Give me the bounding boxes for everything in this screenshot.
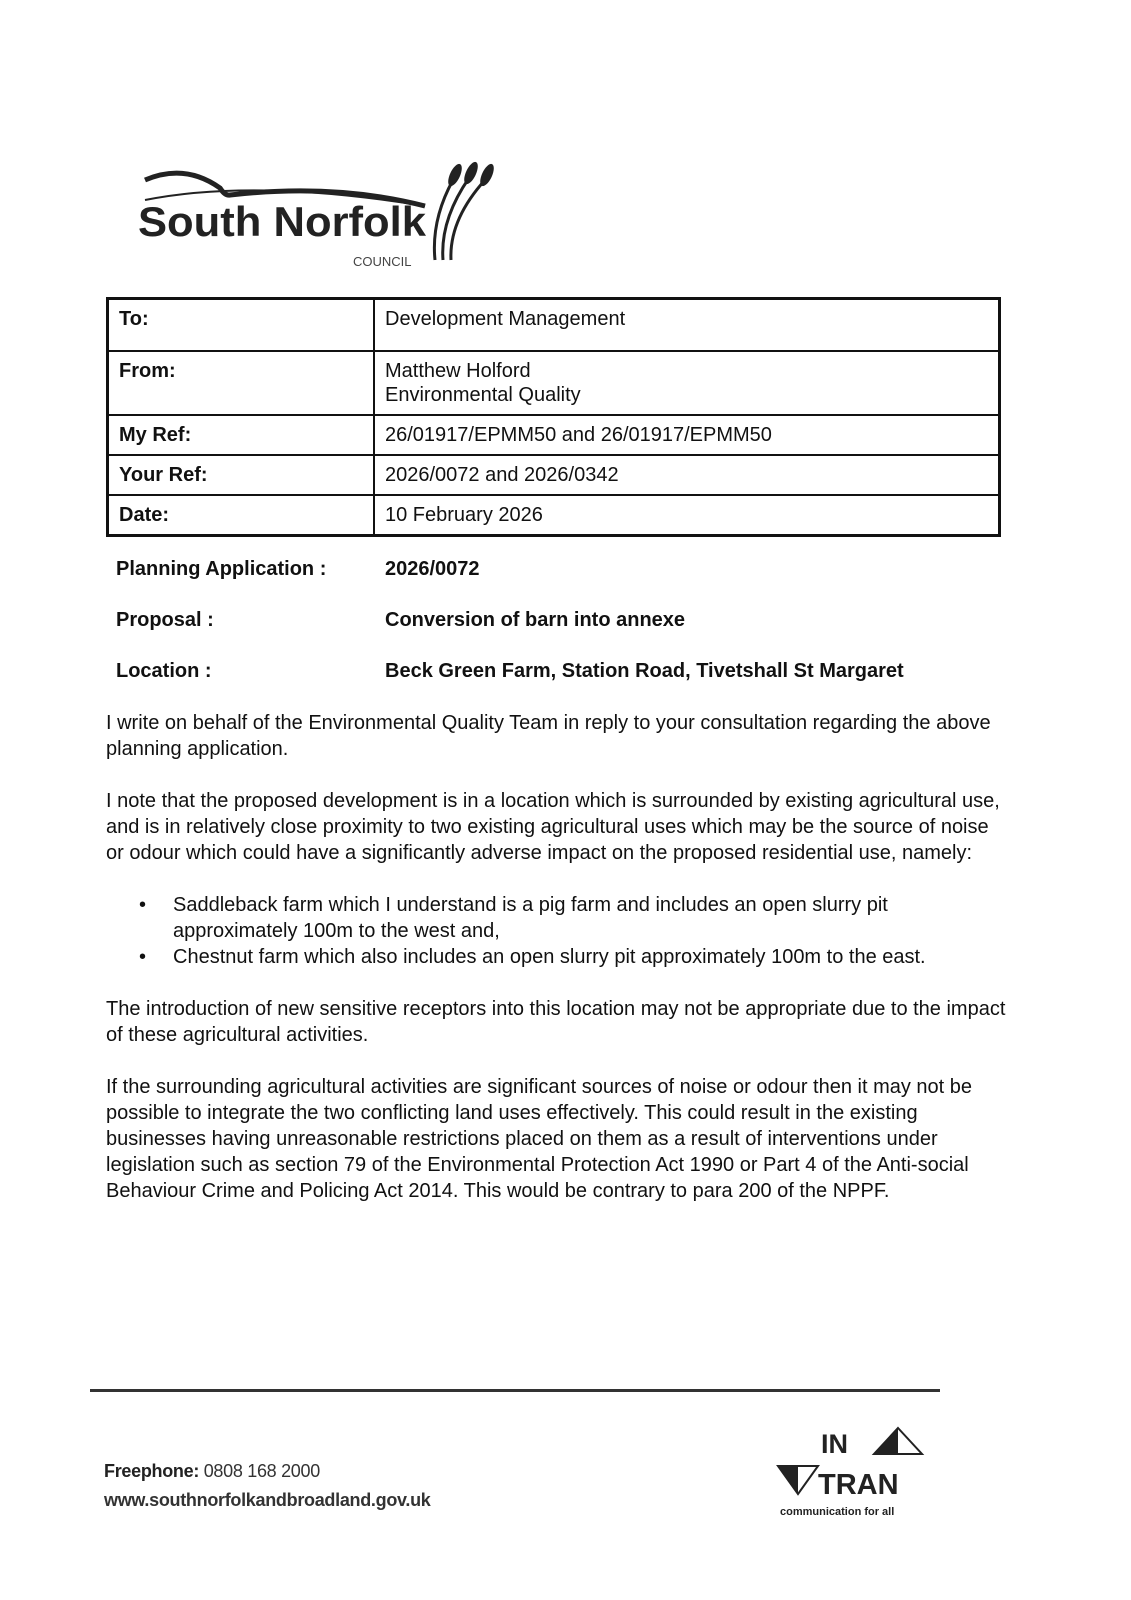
memo-row-your-ref <box>108 455 1000 495</box>
memo-row-date <box>108 495 1000 536</box>
paragraph: If the surrounding agricultural activities are significant sources of noise or odour then it may not be possible to integrate the two conflicting land uses effectively. This could result in the existing businesses having unreasonable restrictions placed on them as a result of interventions under legislation such as section 79 of the Environmental Protection Act 1990 or Part 4 of the Anti-social Behaviour Crime and Policing Act 2014. This would be contrary to para 200 of the NPPF. <box>106 1076 973 1202</box>
list-item <box>106 892 1011 944</box>
memo-value: 10 February 2026 <box>374 495 1000 536</box>
memo-value: 2026/0072 and 2026/0342 <box>374 455 1000 495</box>
memo-label: To: <box>108 299 375 351</box>
memo-row-to <box>108 299 1000 351</box>
info-label: Location : <box>116 660 212 682</box>
intran-logo <box>776 1426 926 1518</box>
paragraph: I note that the proposed development is in a location which is surrounded by existing agricultural use, and is in relatively close proximity to two existing agricultural uses which may be the source of noise or odour which could have a significantly adverse impact on the proposed residential use, namely: <box>106 790 1000 864</box>
location-row <box>116 660 904 683</box>
list-item-text: Saddleback farm which I understand is a pig farm and includes an open slurry pit approximately 100m to the west and, <box>173 894 888 942</box>
intran-tagline: communication for all <box>780 1506 895 1518</box>
memo-label: From: <box>108 351 375 415</box>
info-value: Conversion of barn into annexe <box>385 609 686 631</box>
logo-name: South Norfolk <box>138 198 427 245</box>
footer-divider <box>90 1389 940 1392</box>
list-item-text: Chestnut farm which also includes an open slurry pit approximately 100m to the east. <box>173 946 926 968</box>
bullet-list <box>106 892 1011 970</box>
memo-row-my-ref <box>108 415 1000 455</box>
paragraph: The introduction of new sensitive receptors into this location may not be appropriate due to the impact of these agricultural activities. <box>106 998 1006 1046</box>
memo-label: Date: <box>108 495 375 536</box>
bullet-icon: • <box>139 894 147 916</box>
from-name: Matthew Holford <box>385 359 531 382</box>
proposal-row <box>116 609 686 632</box>
from-team: Environmental Quality <box>385 383 581 406</box>
intran-bottom: TRAN <box>818 1469 899 1501</box>
memo-label: My Ref: <box>108 415 375 455</box>
list-item <box>106 944 1011 970</box>
memo-value: 26/01917/EPMM50 and 26/01917/EPMM50 <box>374 415 1000 455</box>
memo-value: Development Management <box>374 299 1000 351</box>
memo-value <box>374 351 1000 415</box>
info-label: Planning Application : <box>116 558 327 580</box>
letter-body <box>106 710 1011 1230</box>
memo-header-table <box>106 297 1001 537</box>
logo-sub: COUNCIL <box>353 254 412 269</box>
south-norfolk-council-logo <box>135 160 505 272</box>
info-label: Proposal : <box>116 609 214 631</box>
memo-row-from <box>108 351 1000 415</box>
freephone-label: Freephone: <box>104 1461 200 1481</box>
planning-application-row <box>116 558 480 581</box>
info-value: Beck Green Farm, Station Road, Tivetshall St Margaret <box>385 660 904 682</box>
website-link[interactable]: www.southnorfolkandbroadland.gov.uk <box>104 1490 431 1510</box>
bullet-icon: • <box>139 946 147 968</box>
freephone <box>104 1460 320 1482</box>
info-value: 2026/0072 <box>385 558 480 580</box>
intran-top: IN <box>821 1429 848 1459</box>
freephone-number: 0808 168 2000 <box>203 1461 320 1481</box>
paragraph: I write on behalf of the Environmental Quality Team in reply to your consultation regarding the above planning application. <box>106 712 991 760</box>
memo-label: Your Ref: <box>108 455 375 495</box>
